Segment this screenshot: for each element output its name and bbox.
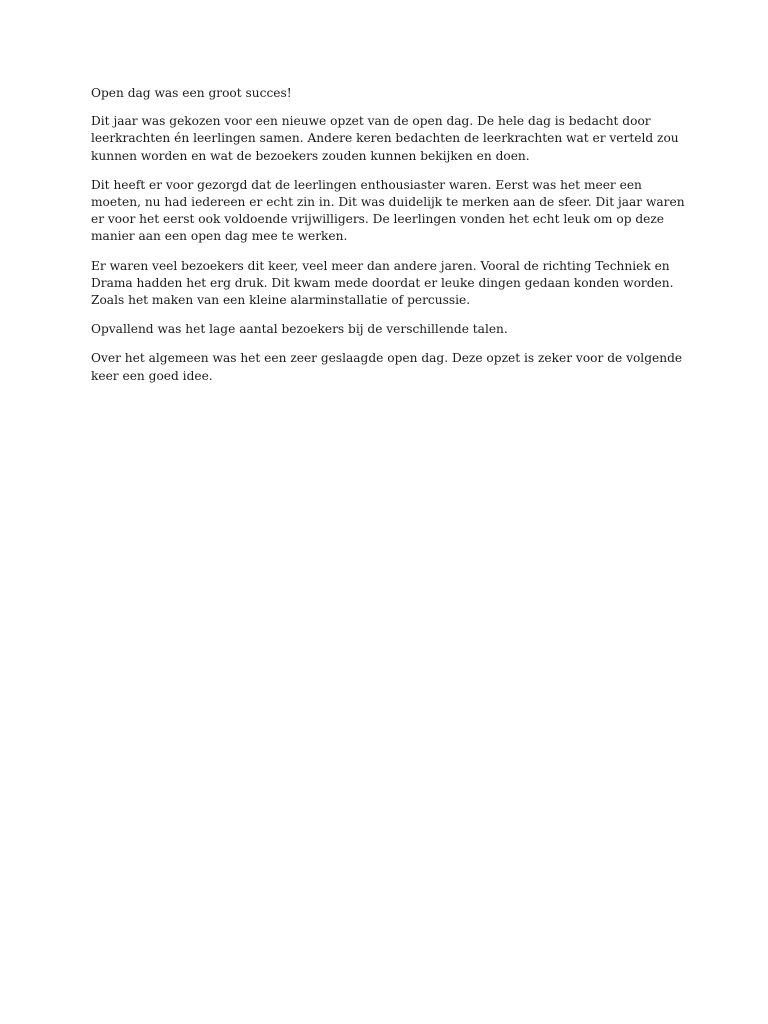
paragraph-languages: Opvallend was het lage aantal bezoekers bij de verschillende talen. xyxy=(91,322,508,337)
paragraph-enthusiasm: Dit heeft er voor gezorgd dat de leerlingen enthousiaster waren. Eerst was het meer een moeten, nu had iedereen er echt zin in. Dit was duidelijk te merken aan de sfeer. Dit jaar waren er voor het eerst ook voldoende vrijwilligers. De leerlingen vonden het echt leuk om op deze manier aan een open dag mee te werken. xyxy=(91,177,685,244)
paragraph-conclusion: Over het algemeen was het een zeer geslaagde open dag. Deze opzet is zeker voor de volgende keer een goed idee. xyxy=(91,351,683,383)
document-title: Open dag was een groot succes! xyxy=(91,86,292,100)
document-body xyxy=(91,85,691,397)
paragraph-visitors: Er waren veel bezoekers dit keer, veel meer dan andere jaren. Vooral de richting Techniek en Drama hadden het erg druk. Dit kwam mede doordat er leuke dingen gedaan konden worden. Zoals het maken van een kleine alarminstallatie of percussie. xyxy=(91,258,674,308)
paragraph-intro: Dit jaar was gekozen voor een nieuwe opzet van de open dag. De hele dag is bedacht door leerkrachten én leerlingen samen. Andere keren bedachten de leerkrachten wat er verteld zou kunnen worden en wat de bezoekers zouden kunnen bekijken en doen. xyxy=(91,114,679,163)
